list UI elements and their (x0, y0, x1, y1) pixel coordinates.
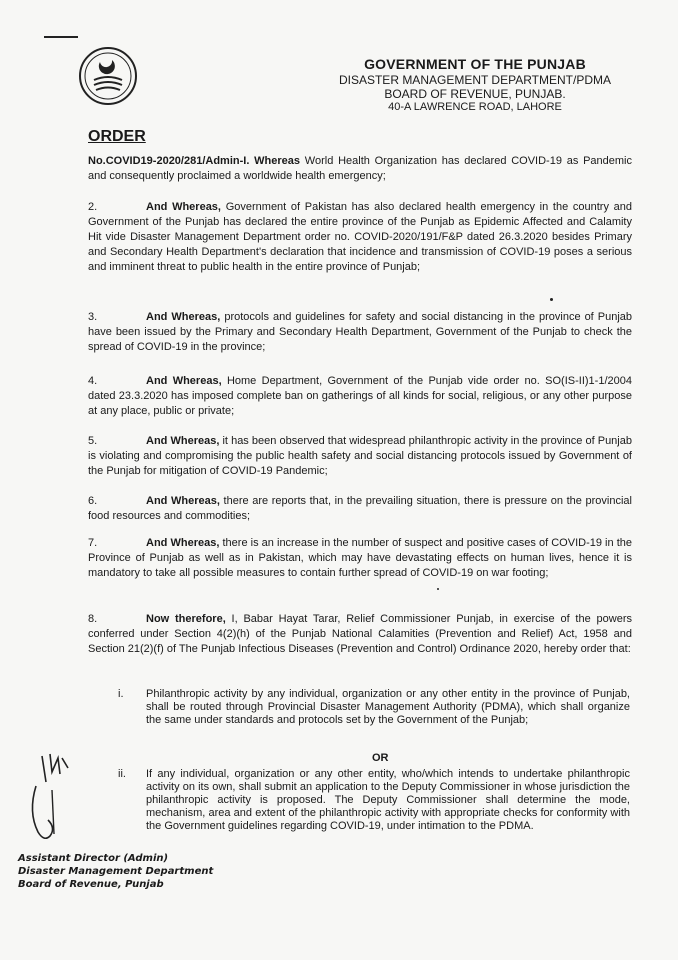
stray-dot-2 (437, 588, 439, 590)
stray-dot (550, 298, 553, 301)
clause-i-number: i. (118, 688, 124, 700)
paragraph-8-text: I, Babar Hayat Tarar, Relief Commissioner Punjab, in exercise of the powers conferred under Section 4(2)(h) of the Punjab National Calamities (Prevention and Relief) Act, 1958 and Section 21(2)(f) of The Punjab Infectious Diseases (Prevention and Control) Ordinance 2020, hereby order that: (88, 613, 632, 655)
signatory-block (18, 852, 213, 891)
paragraph-8 (88, 612, 632, 657)
top-dash-mark (44, 36, 78, 38)
paragraph-8-lead: Now therefore, (146, 613, 226, 625)
paragraph-4-lead: And Whereas, (146, 375, 222, 387)
paragraph-1-lead: Whereas (254, 155, 301, 167)
paragraph-4 (88, 374, 632, 419)
clause-i-text: Philanthropic activity by any individual, organization or any other entity in the province of Punjab, shall be routed through Provincial Disaster Management Authority (PDMA), which shall organize the same under standards and protocols set by the Government of the Punjab; (146, 688, 630, 726)
paragraph-3-lead: And Whereas, (146, 311, 221, 323)
paragraph-3-text: protocols and guidelines for safety and social distancing in the province of Punjab have been issued by the Primary and Secondary Health Department, Government of the Punjab to check the spread of COVID-19 in the province; (88, 311, 632, 353)
letterhead (330, 56, 620, 113)
paragraph-5-text: it has been observed that widespread philanthropic activity in the province of Punjab is violating and compromising the public health safety and social distancing protocols issued by Government of the Punjab for mitigation of COVID-19 Pandemic; (88, 435, 632, 477)
paragraph-6-number: 6. (88, 495, 98, 507)
government-of-punjab-emblem (78, 46, 138, 106)
paragraph-6-text: there are reports that, in the prevailing situation, there is pressure on the provincial food resources and commodities; (88, 495, 632, 522)
paragraph-4-text: Home Department, Government of the Punjab vide order no. SO(IS-II)1-1/2004 dated 23.3.2020 has imposed complete ban on gatherings of all kinds for social, religious, or any other purpose at any place, public or private; (88, 375, 632, 417)
paragraph-3 (88, 310, 632, 355)
clause-ii (118, 768, 630, 833)
handwritten-signature (22, 750, 82, 846)
paragraph-1 (88, 154, 632, 184)
paragraph-2-number: 2. (88, 201, 98, 213)
signatory-department: Disaster Management Department (18, 866, 214, 877)
paragraph-2-text: Government of Pakistan has also declared health emergency in the country and Government of the Punjab has declared the entire province of the Punjab as Epidemic Affected and Calamity Hit vide Disaster Management Department order no. COVID-2020/191/F&P dated 26.3.2020 besides Primary and Secondary Health Department's declaration that incidence and transmission of COVID-19 poses a serious and imminent threat to public health in the entire province of Punjab; (88, 201, 632, 273)
letterhead-government: GOVERNMENT OF THE PUNJAB (364, 56, 586, 72)
clause-i (118, 688, 630, 727)
paragraph-2 (88, 200, 632, 275)
paragraph-7-number: 7. (88, 537, 98, 549)
paragraph-8-number: 8. (88, 613, 98, 625)
paragraph-5 (88, 434, 632, 479)
clause-ii-number: ii. (118, 768, 126, 780)
paragraph-6-lead: And Whereas, (146, 495, 220, 507)
signatory-office: Board of Revenue, Punjab (18, 879, 164, 890)
paragraph-5-number: 5. (88, 435, 98, 447)
paragraph-3-number: 3. (88, 311, 98, 323)
paragraph-7-text: there is an increase in the number of suspect and positive cases of COVID-19 in the Province of Punjab as well as in Pakistan, which may have devastating effects on human lives, hence it is mandatory to take all possible measures to contain further spread of COVID-19 on war footing; (88, 537, 632, 579)
letterhead-department: DISASTER MANAGEMENT DEPARTMENT/PDMA (338, 73, 612, 87)
order-reference: No.COVID19-2020/281/Admin-I. (88, 155, 250, 167)
paragraph-7-lead: And Whereas, (146, 537, 220, 549)
paragraph-1-text: World Health Organization has declared COVID-19 as Pandemic and consequently proclaimed a worldwide health emergency; (88, 155, 632, 182)
or-separator: OR (372, 752, 389, 764)
paragraph-2-lead: And Whereas, (146, 201, 221, 213)
paragraph-7 (88, 536, 632, 581)
signatory-designation: Assistant Director (Admin) (18, 853, 169, 864)
letterhead-address: 40-A LAWRENCE ROAD, LAHORE (388, 101, 562, 113)
letterhead-board: BOARD OF REVENUE, PUNJAB. (384, 87, 566, 101)
document-title: ORDER (88, 128, 146, 145)
paragraph-5-lead: And Whereas, (146, 435, 220, 447)
paragraph-4-number: 4. (88, 375, 98, 387)
clause-ii-text: If any individual, organization or any other entity, who/which intends to undertake philanthropic activity on its own, shall submit an application to the Deputy Commissioner in whose jurisdiction the philanthropic activity is proposed. The Deputy Commissioner shall determine the mode, mechanism, area and extent of the philanthropic activity with appropriate checks for conformity with the Government guidelines regarding COVID-19, under intimation to the PDMA. (146, 768, 630, 832)
paragraph-6 (88, 494, 632, 524)
